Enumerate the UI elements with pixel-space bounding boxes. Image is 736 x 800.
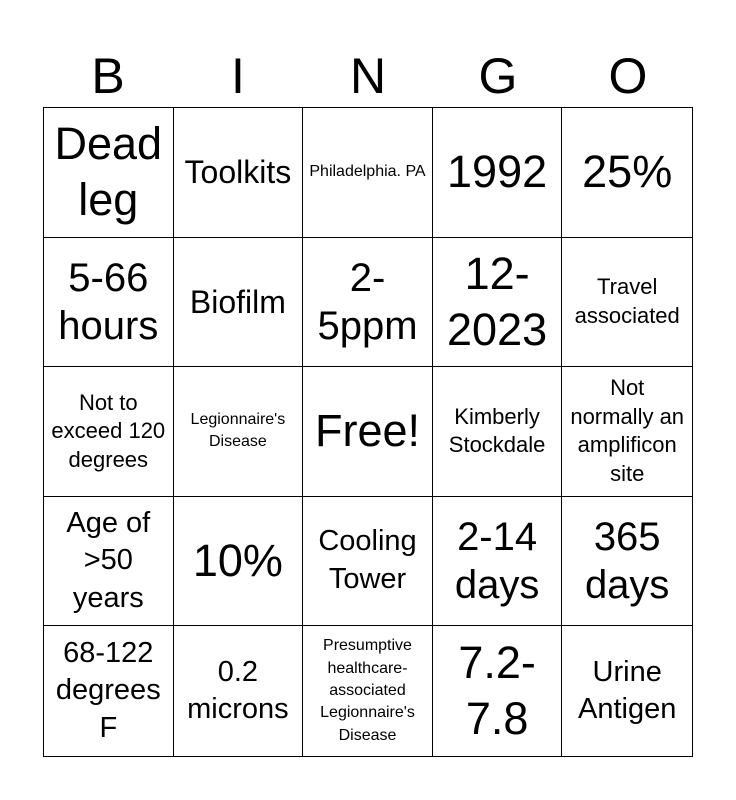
bingo-cell[interactable]	[44, 497, 174, 627]
cell-text: 12-2023	[447, 247, 548, 355]
bingo-board	[43, 107, 693, 757]
bingo-cell[interactable]	[433, 626, 563, 756]
bingo-cell[interactable]	[174, 497, 304, 627]
bingo-cell[interactable]	[174, 626, 304, 756]
bingo-cell[interactable]	[433, 367, 563, 497]
cell-text: Toolkits	[184, 154, 292, 191]
header-letter-b: B	[91, 48, 125, 104]
cell-text: Kimberly Stockdale	[448, 403, 546, 458]
cell-text: 365 days	[584, 515, 670, 608]
cell-text: Biofilm	[189, 283, 286, 320]
cell-text: Free!	[314, 405, 420, 457]
cell-text: 5-66 hours	[58, 255, 159, 348]
bingo-cell[interactable]	[174, 238, 304, 368]
cell-text: Presumptive healthcare-associated Legionnaire's Disease	[320, 637, 415, 744]
cell-text: Not to exceed 120 degrees	[51, 389, 166, 472]
cell-text: 2-5ppm	[317, 255, 418, 348]
bingo-cell[interactable]	[44, 626, 174, 756]
bingo-cell[interactable]	[44, 367, 174, 497]
bingo-cell[interactable]	[44, 108, 174, 238]
bingo-cell[interactable]	[303, 497, 433, 627]
cell-text: 25%	[582, 146, 673, 198]
cell-text: Travel associated	[574, 274, 680, 328]
bingo-cell[interactable]	[562, 626, 692, 756]
cell-text: 1992	[447, 146, 548, 198]
bingo-cell[interactable]	[303, 108, 433, 238]
header-letter-i: I	[231, 48, 245, 104]
cell-text: Dead leg	[54, 118, 163, 226]
bingo-header	[43, 44, 693, 108]
cell-text: 0.2 microns	[187, 655, 289, 726]
cell-text: 68-122 degrees F	[55, 636, 161, 745]
cell-text: 10%	[192, 534, 283, 586]
cell-text: Not normally an amplificon site	[570, 375, 685, 487]
cell-text: Philadelphia. PA	[309, 163, 426, 181]
header-letter-n: N	[349, 48, 387, 104]
bingo-cell[interactable]	[433, 108, 563, 238]
bingo-cell[interactable]	[433, 497, 563, 627]
bingo-cell[interactable]	[174, 367, 304, 497]
bingo-cell[interactable]	[562, 367, 692, 497]
cell-text: 7.2-7.8	[458, 636, 536, 745]
cell-text: Age of >50 years	[66, 506, 151, 614]
bingo-cell[interactable]	[562, 108, 692, 238]
bingo-cell[interactable]	[562, 497, 692, 627]
bingo-cell[interactable]	[44, 238, 174, 368]
bingo-cell[interactable]	[303, 238, 433, 368]
bingo-cell[interactable]	[303, 626, 433, 756]
cell-text: 2-14 days	[454, 515, 540, 608]
cell-text: Legionnaire's Disease	[190, 411, 286, 451]
free-space-cell[interactable]	[303, 367, 433, 497]
bingo-cell[interactable]	[562, 238, 692, 368]
cell-text: Urine Antigen	[578, 655, 677, 726]
header-letter-g: G	[478, 48, 518, 104]
header-letter-o: O	[608, 48, 648, 104]
bingo-cell[interactable]	[174, 108, 304, 238]
cell-text: Cooling Tower	[318, 525, 417, 596]
bingo-cell[interactable]	[433, 238, 563, 368]
